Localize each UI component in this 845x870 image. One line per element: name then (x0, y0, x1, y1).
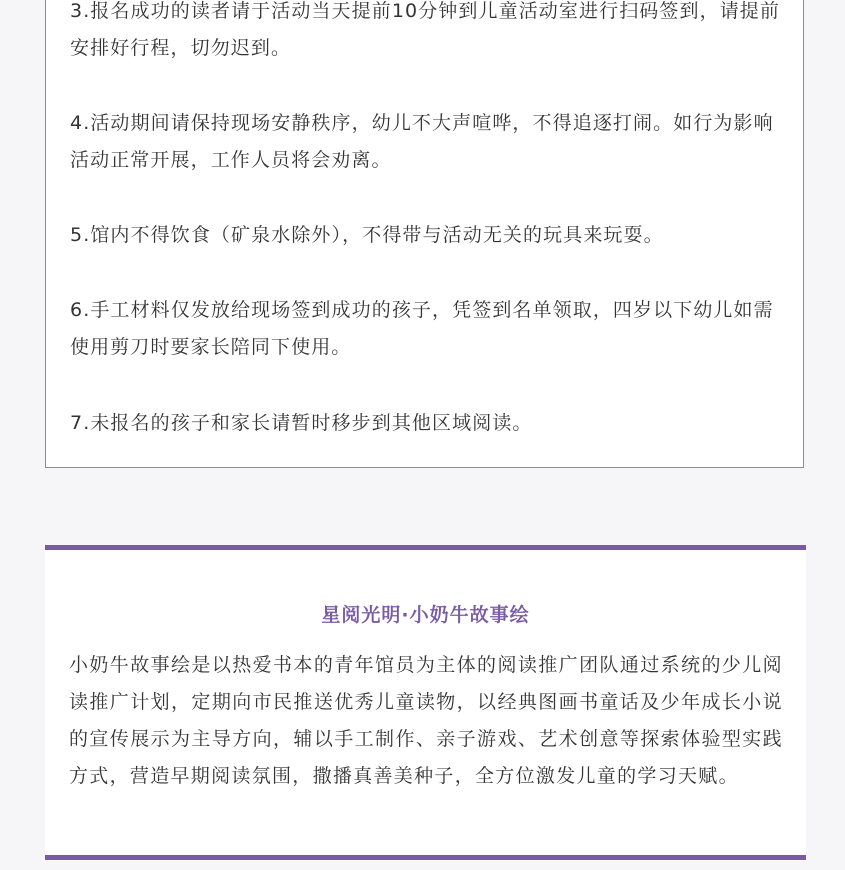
rule-item-5: 5.馆内不得饮食（矿泉水除外），不得带与活动无关的玩具来玩耍。 (70, 224, 664, 246)
rule-item-4: 4.活动期间请保持现场安静秩序，幼儿不大声喧哗，不得追逐打闹。如行为影响活动正常开展，工作人员将会劝离。 (70, 112, 774, 171)
rule-item-7: 7.未报名的孩子和家长请暂时移步到其他区域阅读。 (70, 412, 533, 434)
story-section (45, 545, 806, 861)
story-section-title: 星阅光明·小奶牛故事绘 (321, 604, 530, 626)
rule-item-3: 3.报名成功的读者请于活动当天提前10分钟到儿童活动室进行扫码签到，请提前安排好行程，切勿迟到。 (70, 0, 781, 59)
story-section-body: 小奶牛故事绘是以热爱书本的青年馆员为主体的阅读推广团队通过系统的少儿阅读推广计划，定期向市民推送优秀儿童读物，以经典图画书童话及少年成长小说的宣传展示为主导方向，辅以手工制作、亲子游戏、艺术创意等探索体验型实践方式，营造早期阅读氛围，撒播真善美种子，全方位激发儿童的学习天赋。 (69, 654, 783, 787)
section-divider-bar (45, 855, 806, 860)
activity-rules-box (45, 0, 804, 468)
rule-item-6: 6.手工材料仅发放给现场签到成功的孩子，凭签到名单领取，四岁以下幼儿如需使用剪刀时要家长陪同下使用。 (70, 299, 774, 358)
